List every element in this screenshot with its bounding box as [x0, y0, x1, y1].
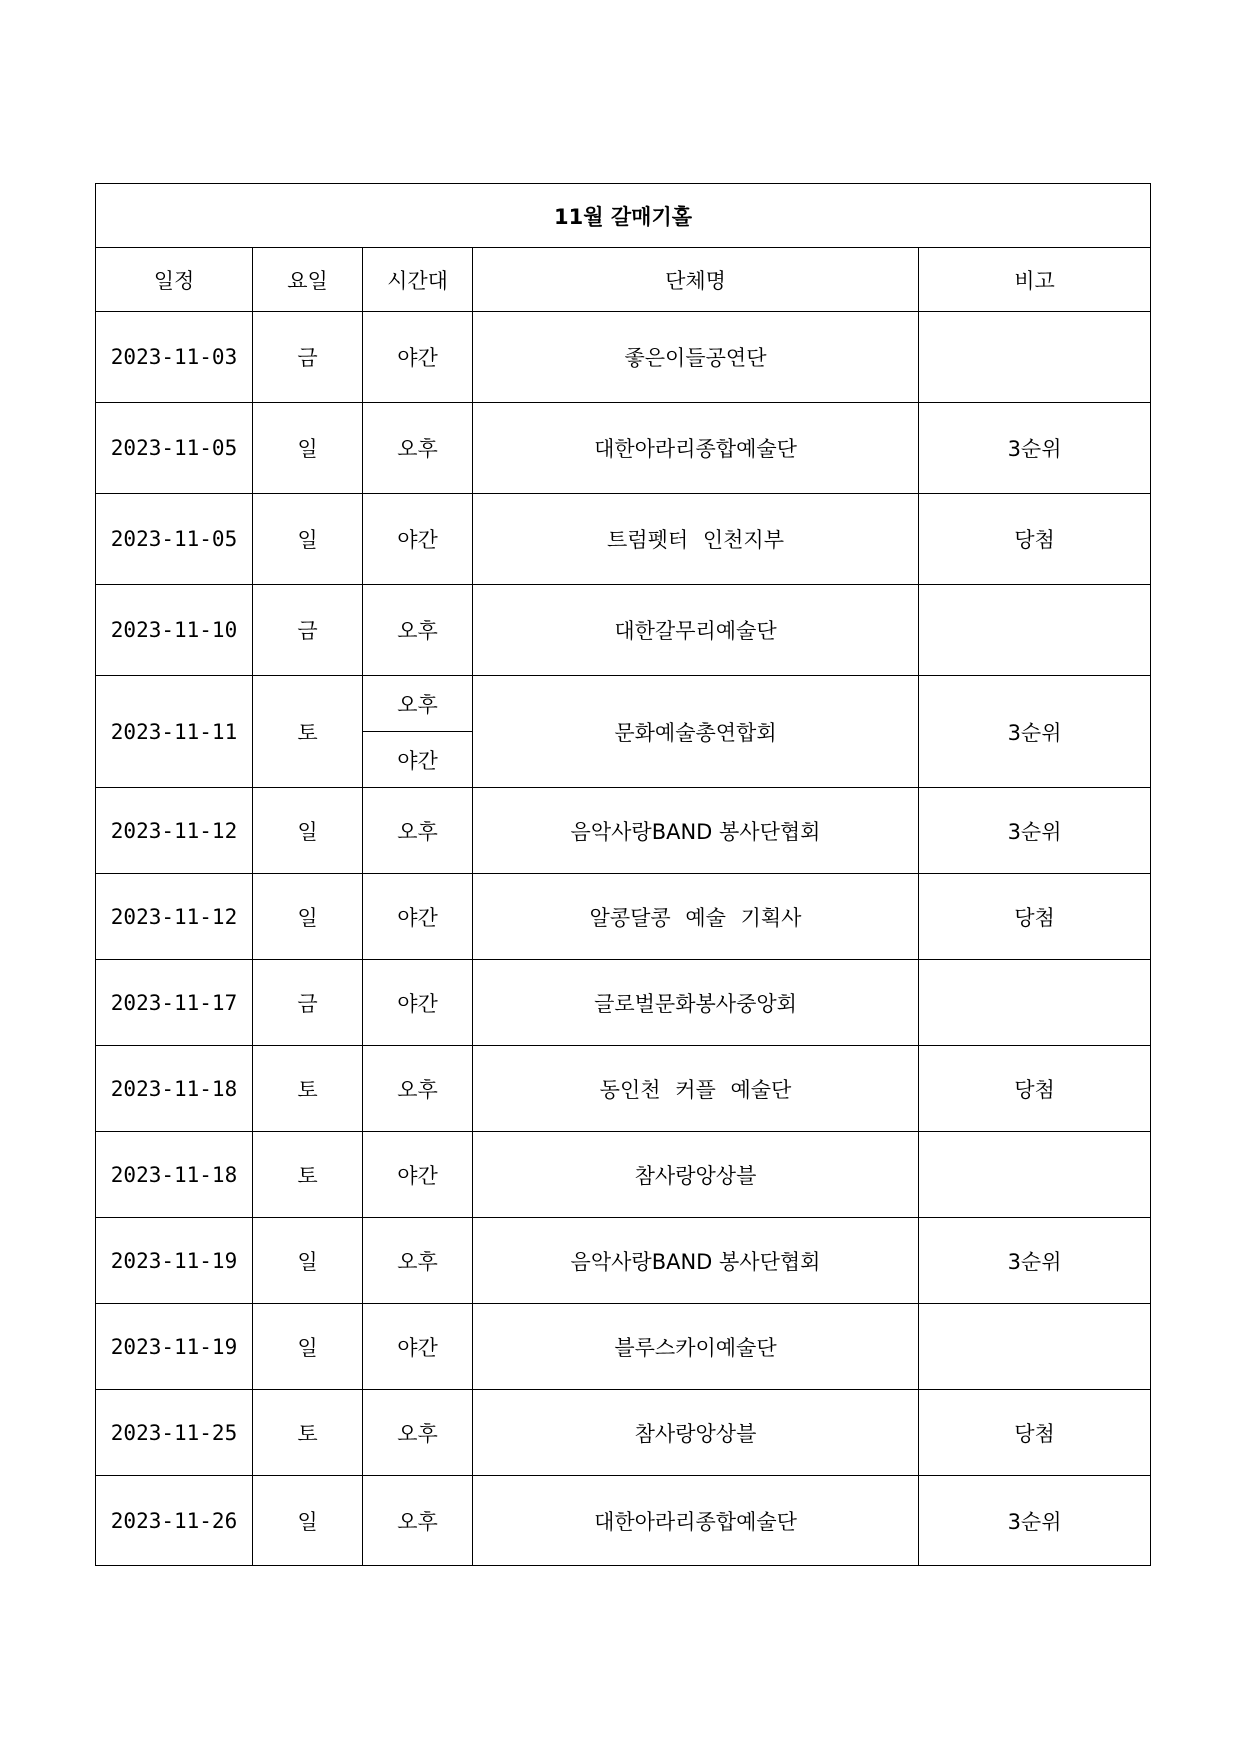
header-day: 요일	[253, 248, 363, 312]
cell-day: 일	[253, 494, 363, 585]
cell-note: 당첨	[919, 1390, 1151, 1476]
cell-group: 글로벌문화봉사중앙회	[473, 960, 919, 1046]
cell-day: 토	[253, 1132, 363, 1218]
cell-date: 2023-11-18	[96, 1046, 253, 1132]
cell-group: 문화예술총연합회	[473, 676, 919, 788]
cell-note: 3순위	[919, 1218, 1151, 1304]
cell-time: 오후	[363, 403, 473, 494]
table-row	[96, 1304, 1151, 1390]
cell-date: 2023-11-25	[96, 1390, 253, 1476]
cell-date: 2023-11-12	[96, 874, 253, 960]
cell-day: 일	[253, 403, 363, 494]
cell-note	[919, 960, 1151, 1046]
cell-time: 오후	[363, 1390, 473, 1476]
table-row	[96, 874, 1151, 960]
cell-group: 대한아라리종합예술단	[473, 403, 919, 494]
cell-note: 3순위	[919, 1476, 1151, 1566]
cell-group: 음악사랑BAND 봉사단협회	[473, 788, 919, 874]
cell-note	[919, 1132, 1151, 1218]
cell-time: 오후	[363, 788, 473, 874]
cell-note: 당첨	[919, 874, 1151, 960]
cell-note: 당첨	[919, 1046, 1151, 1132]
cell-note: 당첨	[919, 494, 1151, 585]
cell-group: 트럼펫터 인천지부	[473, 494, 919, 585]
cell-group: 음악사랑BAND 봉사단협회	[473, 1218, 919, 1304]
cell-day: 토	[253, 676, 363, 788]
table-row	[96, 1390, 1151, 1476]
table-row	[96, 960, 1151, 1046]
table-row	[96, 676, 1151, 732]
header-date: 일정	[96, 248, 253, 312]
cell-group: 참사랑앙상블	[473, 1132, 919, 1218]
cell-note: 3순위	[919, 788, 1151, 874]
cell-date: 2023-11-19	[96, 1218, 253, 1304]
table-row	[96, 1132, 1151, 1218]
header-row	[96, 248, 1151, 312]
cell-group: 알콩달콩 예술 기획사	[473, 874, 919, 960]
cell-group: 대한아라리종합예술단	[473, 1476, 919, 1566]
cell-time: 오후	[363, 1476, 473, 1566]
cell-date: 2023-11-26	[96, 1476, 253, 1566]
table-row	[96, 585, 1151, 676]
table-row	[96, 403, 1151, 494]
cell-day: 금	[253, 312, 363, 403]
cell-time-second: 야간	[363, 732, 473, 788]
cell-time: 야간	[363, 960, 473, 1046]
cell-group: 참사랑앙상블	[473, 1390, 919, 1476]
table-row	[96, 312, 1151, 403]
cell-time: 야간	[363, 874, 473, 960]
cell-day: 일	[253, 1476, 363, 1566]
cell-time: 오후	[363, 585, 473, 676]
cell-day: 토	[253, 1046, 363, 1132]
table-row	[96, 1476, 1151, 1566]
cell-date: 2023-11-18	[96, 1132, 253, 1218]
cell-time: 야간	[363, 1304, 473, 1390]
cell-day: 금	[253, 960, 363, 1046]
cell-date: 2023-11-12	[96, 788, 253, 874]
cell-note	[919, 312, 1151, 403]
cell-date: 2023-11-11	[96, 676, 253, 788]
cell-date: 2023-11-05	[96, 494, 253, 585]
table-row	[96, 788, 1151, 874]
cell-note: 3순위	[919, 676, 1151, 788]
cell-time: 야간	[363, 494, 473, 585]
header-time: 시간대	[363, 248, 473, 312]
cell-day: 금	[253, 585, 363, 676]
cell-note	[919, 1304, 1151, 1390]
cell-date: 2023-11-05	[96, 403, 253, 494]
cell-time: 야간	[363, 312, 473, 403]
cell-note	[919, 585, 1151, 676]
cell-time: 야간	[363, 1132, 473, 1218]
cell-day: 토	[253, 1390, 363, 1476]
cell-day: 일	[253, 1304, 363, 1390]
cell-day: 일	[253, 788, 363, 874]
table-row	[96, 494, 1151, 585]
cell-group: 좋은이들공연단	[473, 312, 919, 403]
header-note: 비고	[919, 248, 1151, 312]
cell-date: 2023-11-19	[96, 1304, 253, 1390]
cell-time: 오후	[363, 1218, 473, 1304]
cell-date: 2023-11-17	[96, 960, 253, 1046]
table-row	[96, 1046, 1151, 1132]
cell-note: 3순위	[919, 403, 1151, 494]
cell-group: 동인천 커플 예술단	[473, 1046, 919, 1132]
cell-group: 대한갈무리예술단	[473, 585, 919, 676]
cell-date: 2023-11-03	[96, 312, 253, 403]
schedule-table	[95, 183, 1151, 1566]
cell-day: 일	[253, 874, 363, 960]
cell-time: 오후	[363, 676, 473, 732]
cell-day: 일	[253, 1218, 363, 1304]
cell-time: 오후	[363, 1046, 473, 1132]
table-title: 11월 갈매기홀	[96, 184, 1151, 248]
header-group: 단체명	[473, 248, 919, 312]
cell-group: 블루스카이예술단	[473, 1304, 919, 1390]
cell-date: 2023-11-10	[96, 585, 253, 676]
table-row	[96, 1218, 1151, 1304]
